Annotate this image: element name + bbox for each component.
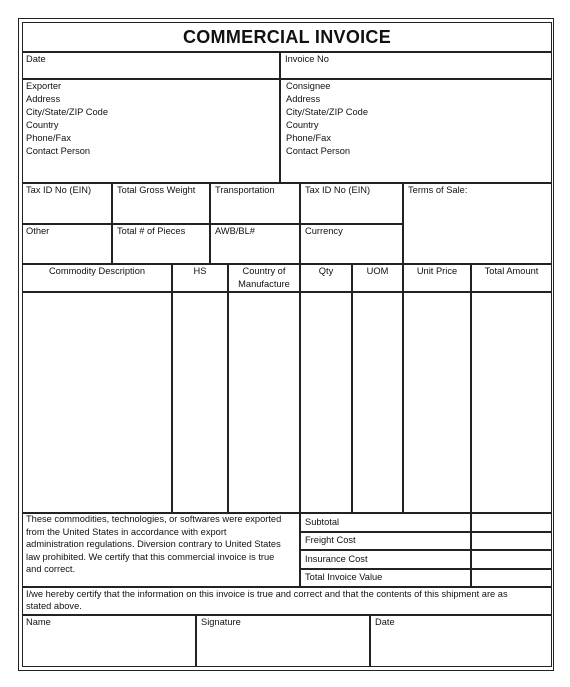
col-hs-label: HS: [193, 266, 207, 276]
name-label: Name: [26, 617, 51, 627]
exporter-city: City/State/ZIP Code: [26, 107, 108, 117]
signature-label: Signature: [201, 617, 241, 627]
total-value-value[interactable]: [471, 569, 552, 587]
consignee-title: Consignee: [286, 81, 331, 91]
col-commodity-body[interactable]: [22, 292, 172, 513]
consignee-contact: Contact Person: [286, 146, 351, 156]
transportation-label: Transportation: [215, 185, 275, 195]
export-statement: [26, 513, 281, 576]
col-total-amount-label: Total Amount: [484, 266, 539, 276]
exporter-title: Exporter: [26, 81, 62, 91]
insurance-label: Insurance Cost: [305, 554, 368, 564]
sign-date-label: Date: [375, 617, 395, 627]
col-qty-label: Qty: [318, 266, 334, 276]
date-field[interactable]: [22, 52, 280, 79]
subtotal-label: Subtotal: [305, 517, 340, 527]
exporter-contact: Contact Person: [26, 146, 91, 156]
consignee-city: City/State/ZIP Code: [286, 107, 368, 117]
currency-label: Currency: [305, 226, 343, 236]
certification-line: stated above.: [26, 601, 82, 612]
col-unit-price-label: Unit Price: [416, 266, 458, 276]
col-unit-price-body[interactable]: [403, 292, 471, 513]
col-country-line1: Country of: [242, 266, 286, 276]
exporter-labels: [26, 80, 108, 158]
tax-id-exporter-label: Tax ID No (EIN): [26, 185, 92, 195]
total-value-label: Total Invoice Value: [305, 572, 383, 582]
export-statement-line: law prohibited. We certify that this commercial invoice is true: [26, 551, 275, 562]
col-hs-body[interactable]: [172, 292, 228, 513]
certification-line: I/we hereby certify that the information on this invoice is true and correct and that the contents of this shipment are as: [26, 589, 508, 599]
date-label: Date: [26, 54, 46, 64]
freight-value[interactable]: [471, 532, 552, 550]
freight-label: Freight Cost: [305, 535, 356, 545]
export-statement-line: These commodities, technologies, or softwares were exported: [26, 514, 282, 524]
col-country-body[interactable]: [228, 292, 300, 513]
certification-text: [26, 588, 508, 613]
consignee-phone: Phone/Fax: [286, 133, 331, 143]
gross-weight-label: Total Gross Weight: [117, 185, 196, 195]
col-uom-label: UOM: [366, 266, 389, 276]
col-qty-body[interactable]: [300, 292, 352, 513]
page-title: COMMERCIAL INVOICE: [182, 27, 392, 47]
sign-date-field[interactable]: [370, 615, 552, 667]
consignee-address: Address: [286, 94, 321, 104]
col-country-label: [228, 265, 300, 291]
exporter-country: Country: [26, 120, 59, 130]
consignee-country: Country: [286, 120, 319, 130]
export-statement-line: and correct.: [26, 564, 76, 575]
other-label: Other: [26, 226, 50, 236]
exporter-address: Address: [26, 94, 61, 104]
invoice-no-label: Invoice No: [285, 54, 329, 64]
tax-id-consignee-label: Tax ID No (EIN): [305, 185, 371, 195]
export-statement-line: from the United States in accordance with export: [26, 526, 227, 537]
subtotal-value[interactable]: [471, 513, 552, 532]
consignee-labels: [286, 80, 368, 158]
insurance-value[interactable]: [471, 550, 552, 569]
export-statement-line: administration regulations. Diversion contrary to United States: [26, 539, 281, 550]
col-total-amount-body[interactable]: [471, 292, 552, 513]
col-commodity-label: Commodity Description: [48, 266, 146, 276]
pieces-label: Total # of Pieces: [117, 226, 186, 236]
awb-label: AWB/BL#: [215, 226, 255, 236]
col-uom-body[interactable]: [352, 292, 403, 513]
exporter-phone: Phone/Fax: [26, 133, 71, 143]
terms-of-sale-label: Terms of Sale:: [408, 185, 468, 195]
col-country-line2: Manufacture: [238, 279, 290, 289]
